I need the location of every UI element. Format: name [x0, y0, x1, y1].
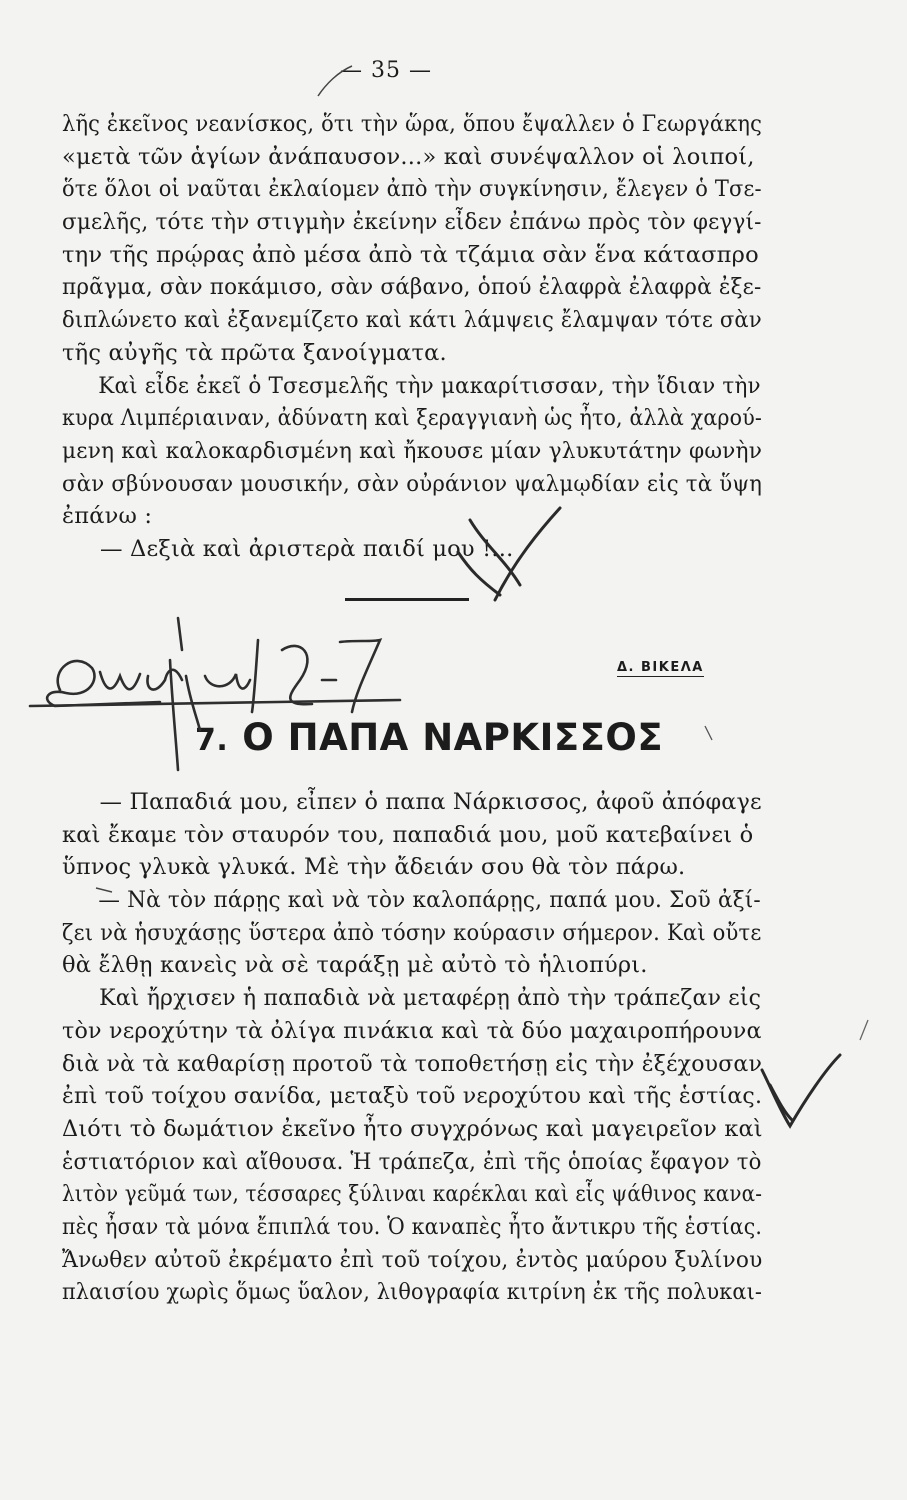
text-line: διὰ νὰ τὰ καθαρίσῃ προτοῦ τὰ τοποθετήσῃ εἰς τὴν ἐξέχουσαν: [62, 1050, 763, 1077]
margin-tick-mark: [860, 1020, 868, 1040]
text-line: θὰ ἔλθῃ κανεὶς νὰ σὲ ταράξῃ μὲ αὐτὸ τὸ ἡλιοπύρι.: [62, 952, 648, 979]
text-line: την τῆς πρῴρας ἀπὸ μέσα ἀπὸ τὰ τζάμια σὰν ἕνα κάτασπρο: [62, 241, 759, 268]
text-line: ὅτε ὅλοι οἱ ναῦται ἐκλαίομεν ἀπὸ τὴν συγκίνησιν, ἔλεγεν ὁ Τσε-: [62, 176, 762, 203]
check-mark: [762, 1055, 840, 1126]
section-divider: [345, 598, 469, 601]
text-line: καὶ ἔκαμε τὸν σταυρόν του, παπαδιά μου, μοῦ κατεβαίνει ὁ: [62, 821, 754, 848]
text-line: σὰν σβύνουσαν μουσικήν, σὰν οὐράνιον ψαλμῳδίαν εἰς τὰ ὕψη: [62, 470, 763, 497]
text-line: πὲς ἦσαν τὰ μόνα ἔπιπλά του. Ὁ καναπὲς ἦτο ἄντικρυ τῆς ἑστίας.: [62, 1213, 763, 1240]
text-line: τὸν νεροχύτην τὰ ὀλίγα πινάκια καὶ τὰ δύο μαχαιροπήρουνα: [62, 1017, 762, 1044]
text-line: Καὶ ἤρχισεν ἡ παπαδιὰ νὰ μεταφέρῃ ἀπὸ τὴν τράπεζαν εἰς: [99, 985, 762, 1012]
text-line: τῆς αὐγῆς τὰ πρῶτα ξανοίγματα.: [62, 339, 447, 366]
paragraph: [62, 108, 762, 370]
story-body: [62, 786, 762, 1309]
story-title-text: Ο ΠΑΠΑ ΝΑΡΚΙΣΣΟΣ: [242, 716, 664, 759]
text-line: — Δεξιὰ καὶ ἀριστερὰ παιδί μου !...: [100, 535, 514, 562]
story-number: 7.: [195, 723, 229, 758]
text-line: ἐπὶ τοῦ τοίχου σανίδα, μεταξὺ τοῦ νεροχύτου καὶ τῆς ἑστίας.: [62, 1083, 763, 1110]
story-title: [195, 716, 663, 759]
text-line: — Παπαδιά μου, εἶπεν ὁ παπα Νάρκισσος, ἀφοῦ ἀπόφαγε: [99, 789, 762, 815]
text-line: Ἄνωθεν αὐτοῦ ἐκρέματο ἐπὶ τοῦ τοίχου, ἐντὸς μαύρου ξυλίνου: [62, 1246, 763, 1273]
text-line: ζει νὰ ἡσυχάσῃς ὕστερα ἀπὸ τόσην κούρασιν σήμερον. Καὶ οὔτε: [62, 919, 762, 946]
text-line: λιτὸν γεῦμά των, τέσσαρες ξύλιναι καρέκλαι καὶ εἷς ψάθινος κανα-: [62, 1181, 763, 1208]
text-line: «μετὰ τῶν ἁγίων ἀνάπαυσον...» καὶ συνέψαλλον οἱ λοιποί,: [62, 143, 755, 170]
text-line: πρᾶγμα, σὰν ποκάμισο, σὰν σάβανο, ὁπού ἐλαφρὰ ἐλαφρὰ ἐξε-: [62, 274, 762, 301]
text-line: λῆς ἐκεῖνος νεανίσκος, ὅτι τὴν ὥρα, ὅπου ἔψαλλεν ὁ Γεωργάκης: [62, 111, 763, 137]
text-line: ἑστιατόριον καὶ αἴθουσα. Ἡ τράπεζα, ἐπὶ τῆς ὁποίας ἔφαγον τὸ: [62, 1148, 762, 1175]
paragraph: [62, 533, 762, 566]
text-line: πλαισίου χωρὶς ὅμως ὕαλον, λιθογραφία κιτρίνη ἐκ τῆς πολυκαι-: [62, 1279, 763, 1306]
text-line: Καὶ εἶδε ἐκεῖ ὁ Τσεσμελῆς τὴν μακαρίτισσαν, τὴν ἴδιαν τὴν: [98, 372, 761, 399]
text-line: διπλώνετο καὶ ἐξανεμίζετο καὶ κάτι λάμψεις ἔλαμψαν τότε σὰν: [62, 307, 762, 334]
page-number: — 35 —: [340, 58, 432, 83]
small-tick-mark: [705, 726, 712, 740]
text-line: μενη καὶ καλοκαρδισμένη καὶ ἤκουσε μίαν γλυκυτάτην φωνὴν: [62, 437, 763, 464]
text-line: ὕπνος γλυκὰ γλυκά. Μὲ τὴν ἄδειάν σου θὰ τὸν πάρω.: [62, 854, 686, 881]
text-line: Διότι τὸ δωμάτιον ἐκεῖνο ἦτο συγχρόνως καὶ μαγειρεῖον καὶ: [62, 1115, 763, 1142]
text-line: σμελῆς, τότε τὴν στιγμὴν ἐκείνην εἶδεν ἐπάνω πρὸς τὸν φεγγί-: [62, 209, 762, 236]
previous-story-ending: [62, 108, 762, 566]
paragraph: [62, 370, 762, 533]
author-name: Δ. ΒΙΚΕΛΑ: [617, 660, 704, 675]
text-line: — Νὰ τὸν πάρῃς καὶ νὰ τὸν καλοπάρῃς, παπά μου. Σοῦ ἀξί-: [98, 887, 761, 914]
text-line: κυρα Λιμπέριαιναν, ἀδύνατη καὶ ξεραγγιανὴ ὡς ἦτο, ἀλλὰ χαρού-: [62, 405, 762, 432]
text-line: ἐπάνω :: [62, 503, 153, 530]
